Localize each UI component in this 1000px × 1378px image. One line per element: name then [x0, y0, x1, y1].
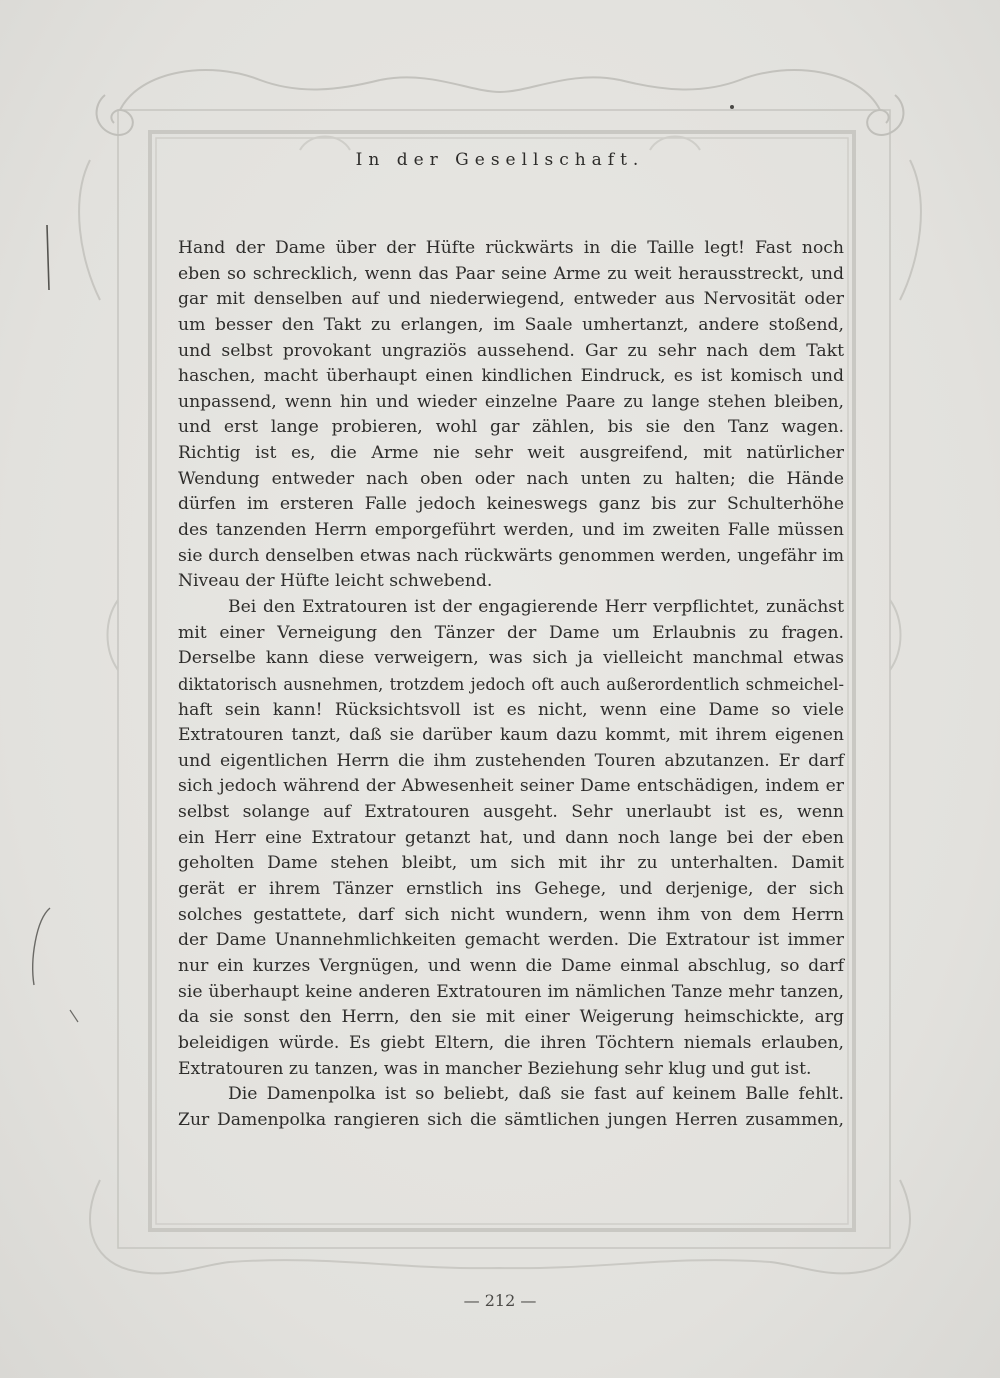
page-number: — 212 —	[463, 1291, 537, 1310]
text-line: Zur Damenpolka rangieren sich die sämtlichen jungen Herren zusammen,	[178, 1109, 844, 1130]
text-line: gar mit denselben auf und niederwiegend, entweder aus Nervosität oder	[178, 289, 844, 310]
text-line: nur ein kurzes Vergnügen, und wenn die Dame einmal abschlug, so darf	[178, 955, 844, 976]
body-text	[178, 236, 844, 1133]
text-line: ein Herr eine Extratour getanzt hat, und dann noch lange bei der eben	[178, 827, 844, 848]
text-line: des tanzenden Herrn emporgeführt werden, und im zweiten Falle müssen	[178, 520, 844, 541]
text-line: geholten Dame stehen bleibt, um sich mit ihr zu unterhalten. Damit	[178, 853, 844, 874]
text-line: selbst solange auf Extratouren ausgeht. Sehr unerlaubt ist es, wenn	[178, 802, 844, 823]
text-line: Die Damenpolka ist so beliebt, daß sie fast auf keinem Balle fehlt.	[228, 1084, 844, 1105]
text-line: diktatorisch ausnehmen, trotzdem jedoch oft auch außerordentlich schmeichel-	[178, 674, 844, 694]
running-title: In der Gesellschaft.	[355, 150, 645, 170]
ink-dot	[730, 105, 734, 109]
text-line: sich jedoch während der Abwesenheit seiner Dame entschädigen, indem er	[178, 776, 844, 797]
text-line: Extratouren tanzt, daß sie darüber kaum dazu kommt, mit ihrem eigenen	[178, 725, 844, 746]
text-line: solches gestattete, darf sich nicht wundern, wenn ihm von dem Herrn	[178, 904, 844, 925]
text-line: um besser den Takt zu erlangen, im Saale umhertanzt, andere stoßend,	[178, 314, 844, 335]
text-line: da sie sonst den Herrn, den sie mit einer Weigerung heimschickte, arg	[178, 1007, 844, 1028]
text-line: Wendung entweder nach oben oder nach unten zu halten; die Hände	[178, 468, 844, 489]
text-line: und erst lange probieren, wohl gar zählen, bis sie den Tanz wagen.	[178, 417, 844, 438]
text-line: Derselbe kann diese verweigern, was sich ja vielleicht manchmal etwas	[178, 648, 844, 669]
text-line: sie durch denselben etwas nach rückwärts genommen werden, ungefähr im	[178, 545, 844, 566]
margin-pencil-curve	[33, 908, 50, 985]
text-line: Niveau der Hüfte leicht schwebend.	[178, 571, 493, 592]
text-line: Bei den Extratouren ist der engagierende Herr verpflichtet, zunächst	[228, 596, 844, 617]
text-line: dürfen im ersteren Falle jedoch keineswegs ganz bis zur Schulterhöhe	[178, 494, 844, 515]
text-line: sie überhaupt keine anderen Extratouren im nämlichen Tanze mehr tanzen,	[178, 981, 844, 1002]
text-line: beleidigen würde. Es giebt Eltern, die ihren Töchtern niemals erlauben,	[178, 1032, 844, 1053]
text-line: gerät er ihrem Tänzer ernstlich ins Gehege, und derjenige, der sich	[178, 879, 844, 900]
text-line: unpassend, wenn hin und wieder einzelne Paare zu lange stehen bleiben,	[178, 391, 844, 412]
text-line: Hand der Dame über der Hüfte rückwärts in die Taille legt! Fast noch	[178, 238, 844, 258]
text-line: der Dame Unannehmlichkeiten gemacht werden. Die Extratour ist immer	[178, 930, 844, 951]
text-line: haschen, macht überhaupt einen kindlichen Eindruck, es ist komisch und	[178, 366, 844, 387]
margin-pencil-mark	[47, 225, 49, 290]
text-line: eben so schrecklich, wenn das Paar seine Arme zu weit herausstreckt, und	[178, 263, 844, 284]
text-line: haft sein kann! Rücksichtsvoll ist es nicht, wenn eine Dame so viele	[178, 699, 844, 720]
text-line: mit einer Verneigung den Tänzer der Dame um Erlaubnis zu fragen.	[178, 622, 844, 643]
text-line: Richtig ist es, die Arme nie sehr weit ausgreifend, mit natürlicher	[178, 443, 844, 464]
text-line: und selbst provokant ungraziös aussehend. Gar zu sehr nach dem Takt	[178, 340, 844, 361]
text-line: und eigentlichen Herrn die ihm zustehenden Touren abzutanzen. Er darf	[178, 750, 844, 771]
margin-pencil-tick	[70, 1010, 78, 1022]
text-line: Extratouren zu tanzen, was in mancher Beziehung sehr klug und gut ist.	[178, 1058, 812, 1079]
